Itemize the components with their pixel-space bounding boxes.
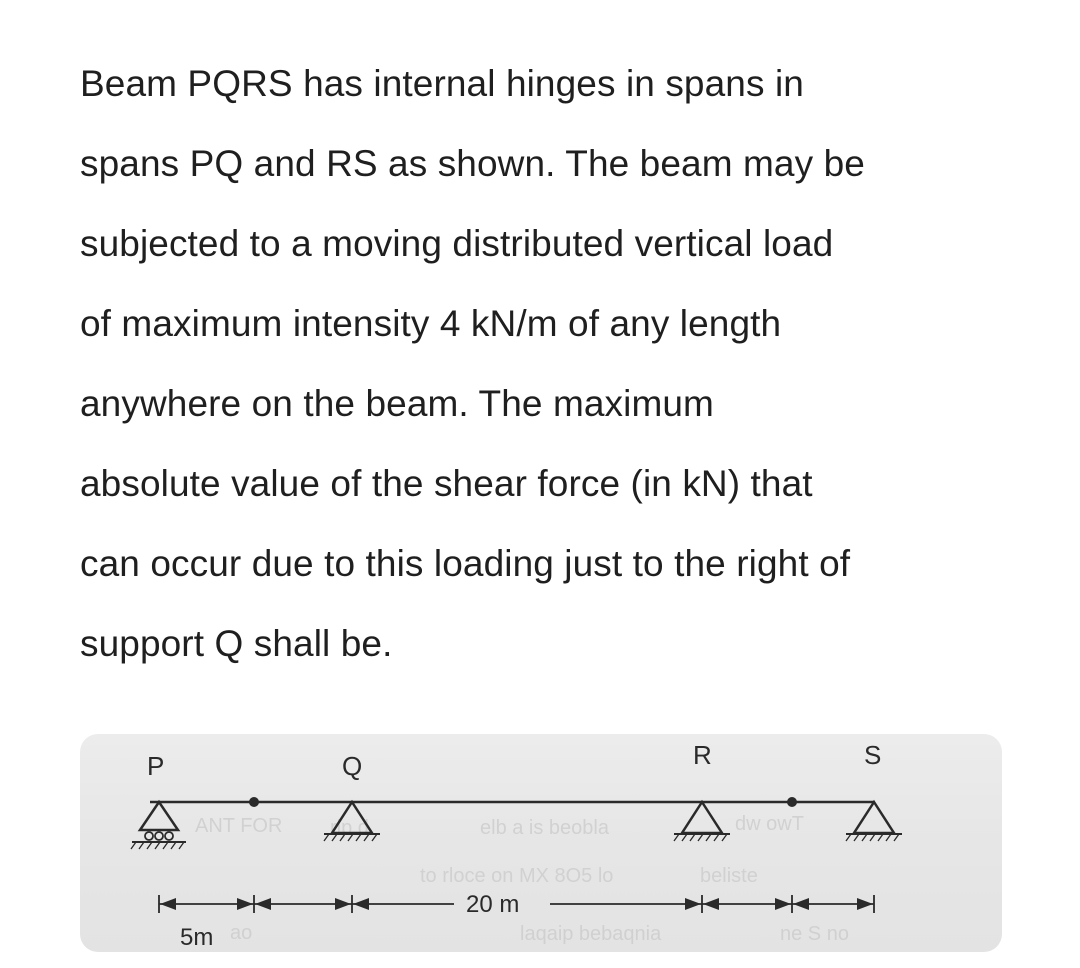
svg-text:ao: ao [230, 922, 253, 944]
hinge-rs [787, 797, 797, 807]
label-q: Q [342, 751, 363, 781]
svg-text:dw owT: dw owT [735, 813, 804, 835]
question-line-5: anywhere on the beam. The maximum [80, 383, 714, 424]
label-p: P [147, 751, 165, 781]
hinge-pq [249, 797, 259, 807]
svg-text:elb a is beobla: elb a is beobla [480, 817, 609, 839]
support-p-roller [131, 802, 186, 849]
support-r-pin [674, 802, 730, 841]
question-line-8: support Q shall be. [80, 623, 393, 664]
dimension-left-label: 5m [180, 924, 214, 951]
question-text [80, 44, 1040, 684]
beam-diagram [80, 734, 1002, 952]
svg-text:beliste: beliste [700, 865, 758, 887]
svg-text:ne S no: ne S no [780, 923, 849, 945]
question-line-4: of maximum intensity 4 kN/m of any length [80, 303, 782, 344]
svg-text:ANT FOR: ANT FOR [195, 815, 283, 837]
support-s-pin [846, 802, 902, 841]
svg-text:to rloce on MX 8O5 lo: to rloce on MX 8O5 lo [420, 865, 614, 887]
question-line-6: absolute value of the shear force (in kN) that [80, 463, 813, 504]
beam-figure [80, 734, 1002, 952]
label-s: S [864, 740, 882, 770]
svg-text:rip d: rip d [330, 817, 369, 839]
question-line-2: spans PQ and RS as shown. The beam may be [80, 143, 865, 184]
question-line-1: Beam PQRS has internal hinges in spans in [80, 63, 804, 104]
question-line-3: subjected to a moving distributed vertical load [80, 223, 834, 264]
label-r: R [693, 740, 712, 770]
svg-text:laqaip bebaqnia: laqaip bebaqnia [520, 923, 662, 945]
question-line-7: can occur due to this loading just to the right of [80, 543, 851, 584]
dimension-middle-label: 20 m [466, 891, 520, 918]
bleed-through-texture [195, 813, 849, 945]
